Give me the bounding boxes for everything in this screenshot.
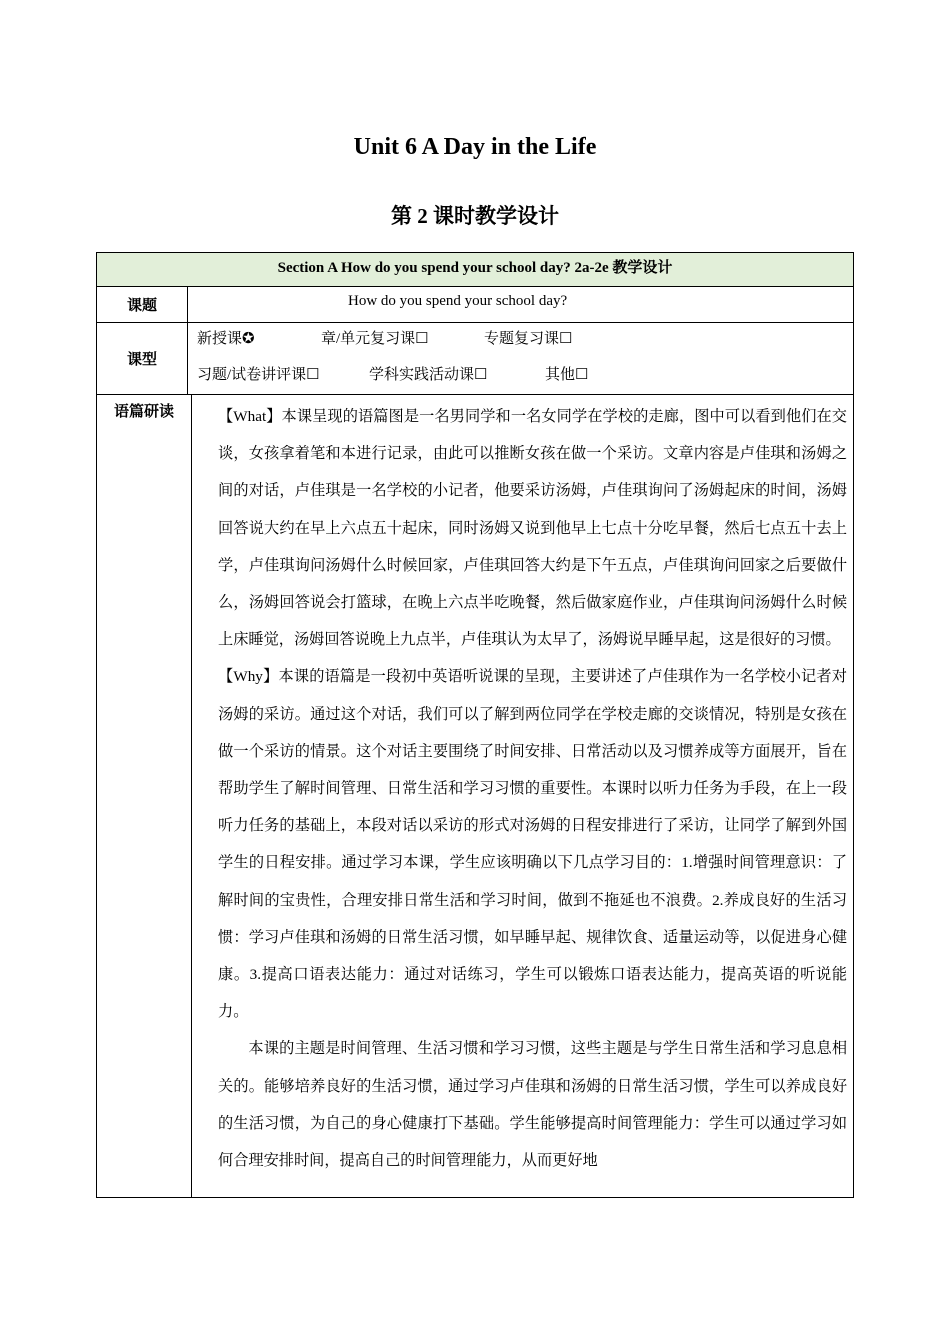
document-title: Unit 6 A Day in the Life	[353, 134, 597, 160]
topic-value: How do you spend your school day?	[348, 293, 568, 309]
text-analysis-content	[218, 398, 847, 1179]
lesson-type-label: 课型	[97, 323, 188, 394]
topic-label: 课题	[97, 287, 188, 322]
document-subtitle: 第 2 课时教学设计	[391, 204, 559, 228]
paragraph-theme: 本课的主题是时间管理、生活习惯和学习习惯，这些主题是与学生日常生活和学习息息相关的。能够培养良好的生活习惯，通过学习卢佳琪和汤姆的日常生活习惯，学生可以养成良好的生活习惯，为自己的身心健康打下基础。学生能够提高时间管理能力：学生可以通过学习如何合理安排时间，提高自己的时间管理能力，从而更好地	[218, 1040, 847, 1170]
topic-row	[97, 287, 853, 323]
option-other: 其他☐	[545, 367, 589, 383]
option-topic-review: 专题复习课☐	[484, 331, 573, 347]
table-header: Section A How do you spend your school day? 2a-2e 教学设计	[97, 253, 853, 287]
lesson-type-options-row1	[197, 327, 572, 348]
option-practice-activity: 学科实践活动课☐	[369, 367, 488, 383]
option-new-lesson: 新授课✪	[197, 331, 255, 347]
option-exercise-review: 习题/试卷讲评课☐	[197, 367, 320, 383]
text-analysis-label: 语篇研读	[97, 395, 192, 1197]
lesson-type-options-row2	[197, 363, 588, 384]
paragraph-why: 【Why】本课的语篇是一段初中英语听说课的呈现，主要讲述了卢佳琪作为一名学校小记者对汤姆的采访。通过这个对话，我们可以了解到两位同学在学校走廊的交谈情况，特别是女孩在做一个采访的情景。这个对话主要围绕了时间安排、日常活动以及习惯养成等方面展开，旨在帮助学生了解时间管理、日常生活和学习习惯的重要性。本课时以听力任务为手段，在上一段听力任务的基础上，本段对话以采访的形式对汤姆的日程安排进行了采访，让同学了解到外国学生的日程安排。通过学习本课，学生应该明确以下几点学习目的：1.增强时间管理意识：了解时间的宝贵性，合理安排日常生活和学习时间，做到不拖延也不浪费。2.养成良好的生活习惯：学习卢佳琪和汤姆的日常生活习惯，如早睡早起、规律饮食、适量运动等，以促进身心健康。3.提高口语表达能力：通过对话练习，学生可以锻炼口语表达能力，提高英语的听说能力。	[218, 668, 847, 1021]
lesson-design-table	[96, 252, 854, 1198]
lesson-type-row	[97, 323, 853, 395]
option-unit-review: 章/单元复习课☐	[321, 331, 429, 347]
paragraph-what: 【What】本课呈现的语篇图是一名男同学和一名女同学在学校的走廊，图中可以看到他们在交谈，女孩拿着笔和本进行记录，由此可以推断女孩在做一个采访。文章内容是卢佳琪和汤姆之间的对话，卢佳琪是一名学校的小记者，他要采访汤姆，卢佳琪询问了汤姆起床的时间，汤姆回答说大约在早上六点五十起床，同时汤姆又说到他早上七点十分吃早餐，然后七点五十去上学，卢佳琪询问汤姆什么时候回家，卢佳琪回答大约是下午五点，卢佳琪询问回家之后要做什么，汤姆回答说会打篮球，在晚上六点半吃晚餐，然后做家庭作业，卢佳琪询问汤姆什么时候上床睡觉，汤姆回答说晚上九点半，卢佳琪认为太早了，汤姆说早睡早起，这是很好的习惯。	[218, 408, 847, 649]
text-analysis-row	[97, 395, 853, 1197]
